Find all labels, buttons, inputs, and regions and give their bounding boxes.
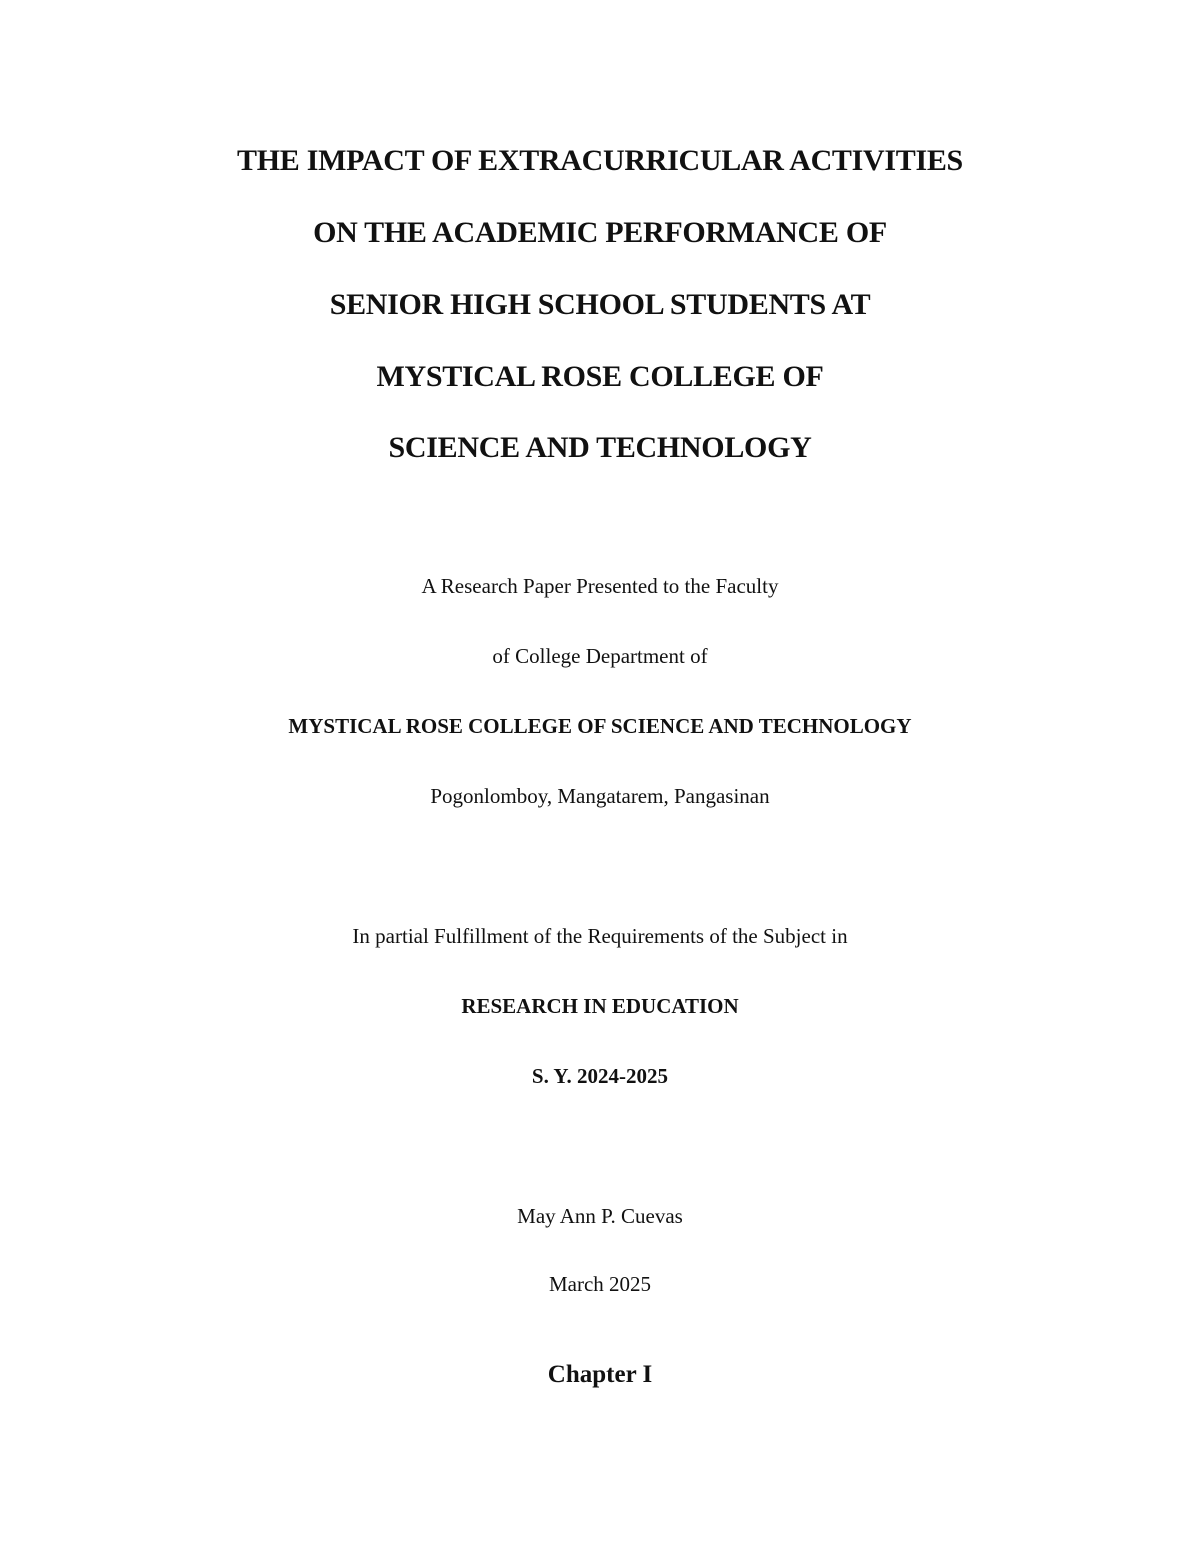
title-line-3: SENIOR HIGH SCHOOL STUDENTS AT — [329, 288, 871, 321]
school-year: S. Y. 2024-2025 — [531, 1064, 669, 1088]
submission-date: March 2025 — [548, 1272, 652, 1296]
institution-name: MYSTICAL ROSE COLLEGE OF SCIENCE AND TECHNOLOGY — [288, 714, 912, 738]
presentation-line-1: A Research Paper Presented to the Faculty — [421, 574, 779, 598]
presentation-line-2: of College Department of — [492, 644, 708, 668]
subject-name: RESEARCH IN EDUCATION — [461, 994, 739, 1018]
chapter-heading: Chapter I — [547, 1361, 653, 1388]
title-line-5: SCIENCE AND TECHNOLOGY — [388, 431, 812, 464]
title-line-1: THE IMPACT OF EXTRACURRICULAR ACTIVITIES — [237, 144, 963, 177]
author-name: May Ann P. Cuevas — [517, 1204, 683, 1228]
institution-address: Pogonlomboy, Mangatarem, Pangasinan — [430, 784, 770, 808]
title-line-2: ON THE ACADEMIC PERFORMANCE OF — [313, 216, 887, 249]
title-line-4: MYSTICAL ROSE COLLEGE OF — [376, 360, 824, 393]
fulfillment-line: In partial Fulfillment of the Requirements of the Subject in — [352, 924, 848, 948]
